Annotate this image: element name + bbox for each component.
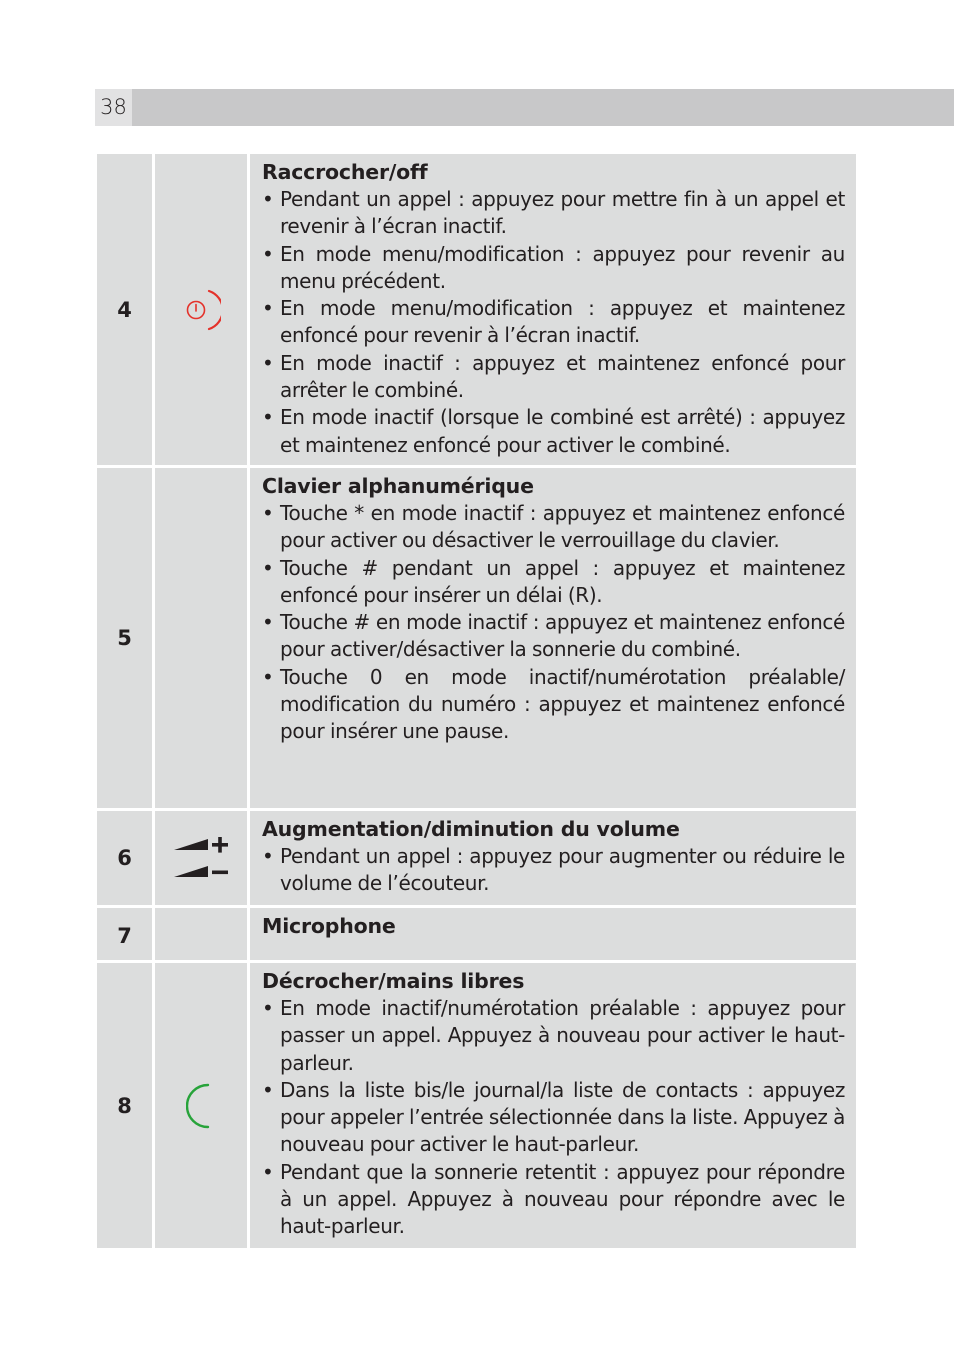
- row-number: 7: [97, 908, 152, 960]
- power-hangup-icon: [181, 288, 221, 332]
- list-item: • Dans la liste bis/le journal/la liste de contacts : appuyez pour appeler l’entrée sélectionnée dans la liste. Appuyez à nouveau pour activer le haut-parleur.: [262, 1077, 845, 1159]
- list-item: • Pendant un appel : appuyez pour mettre fin à un appel et revenir à l’écran inactif.: [262, 186, 845, 241]
- row-number: 5: [97, 468, 152, 808]
- table-row: [97, 811, 856, 905]
- page-header-bar: [95, 89, 954, 126]
- table-row: [97, 963, 856, 1248]
- row-items: [262, 500, 845, 746]
- row-icon-cell: [155, 154, 247, 465]
- row-number: 6: [97, 811, 152, 905]
- row-icon-cell: [155, 908, 247, 960]
- list-item: • Pendant un appel : appuyez pour augmenter ou réduire le volume de l’écouteur.: [262, 843, 845, 898]
- volume-up-down-icon: [172, 836, 230, 880]
- row-title: Raccrocher/off: [262, 160, 428, 184]
- pickup-handsfree-icon: [186, 1082, 216, 1130]
- row-title: Clavier alphanumérique: [262, 474, 534, 498]
- table-row: [97, 468, 856, 808]
- row-description: [250, 468, 856, 808]
- row-icon-cell: [155, 811, 247, 905]
- key-functions-table: [97, 154, 856, 1251]
- row-title: Augmentation/diminution du volume: [262, 817, 680, 841]
- table-row: [97, 154, 856, 465]
- table-row: [97, 908, 856, 960]
- row-description: [250, 963, 856, 1248]
- row-items: [262, 843, 845, 898]
- row-title: Microphone: [262, 914, 396, 938]
- list-item: • Touche # en mode inactif : appuyez et maintenez enfoncé pour activer/désactiver la sonnerie du combiné.: [262, 609, 845, 664]
- row-number: 8: [97, 963, 152, 1248]
- row-description: [250, 154, 856, 465]
- row-icon-cell: [155, 468, 247, 808]
- row-description: [250, 811, 856, 905]
- list-item: • Touche * en mode inactif : appuyez et maintenez enfoncé pour activer ou désactiver le verrouillage du clavier.: [262, 500, 845, 555]
- row-title: Décrocher/mains libres: [262, 969, 525, 993]
- row-icon-cell: [155, 963, 247, 1248]
- list-item: • Pendant que la sonnerie retentit : appuyez pour répondre à un appel. Appuyez à nouveau pour répondre avec le haut-parleur.: [262, 1159, 845, 1241]
- list-item: • Touche 0 en mode inactif/numérotation préalable/ modification du numéro : appuyez et maintenez enfoncé pour insérer une pause.: [262, 664, 845, 746]
- list-item: • En mode menu/modification : appuyez pour revenir au menu précédent.: [262, 241, 845, 296]
- list-item: • En mode menu/modification : appuyez et maintenez enfoncé pour revenir à l’écran inactif.: [262, 295, 845, 350]
- row-items: [262, 995, 845, 1241]
- list-item: • En mode inactif : appuyez et maintenez enfoncé pour arrêter le combiné.: [262, 350, 845, 405]
- row-number: 4: [97, 154, 152, 465]
- list-item: • En mode inactif/numérotation préalable : appuyez pour passer un appel. Appuyez à nouveau pour activer le haut-parleur.: [262, 995, 845, 1077]
- list-item: • En mode inactif (lorsque le combiné est arrêté) : appuyez et maintenez enfoncé pour activer le combiné.: [262, 404, 845, 459]
- row-items: [262, 186, 845, 459]
- list-item: • Touche # pendant un appel : appuyez et maintenez enfoncé pour insérer un délai (R).: [262, 555, 845, 610]
- page-number: 38: [95, 89, 132, 126]
- row-description: [250, 908, 856, 960]
